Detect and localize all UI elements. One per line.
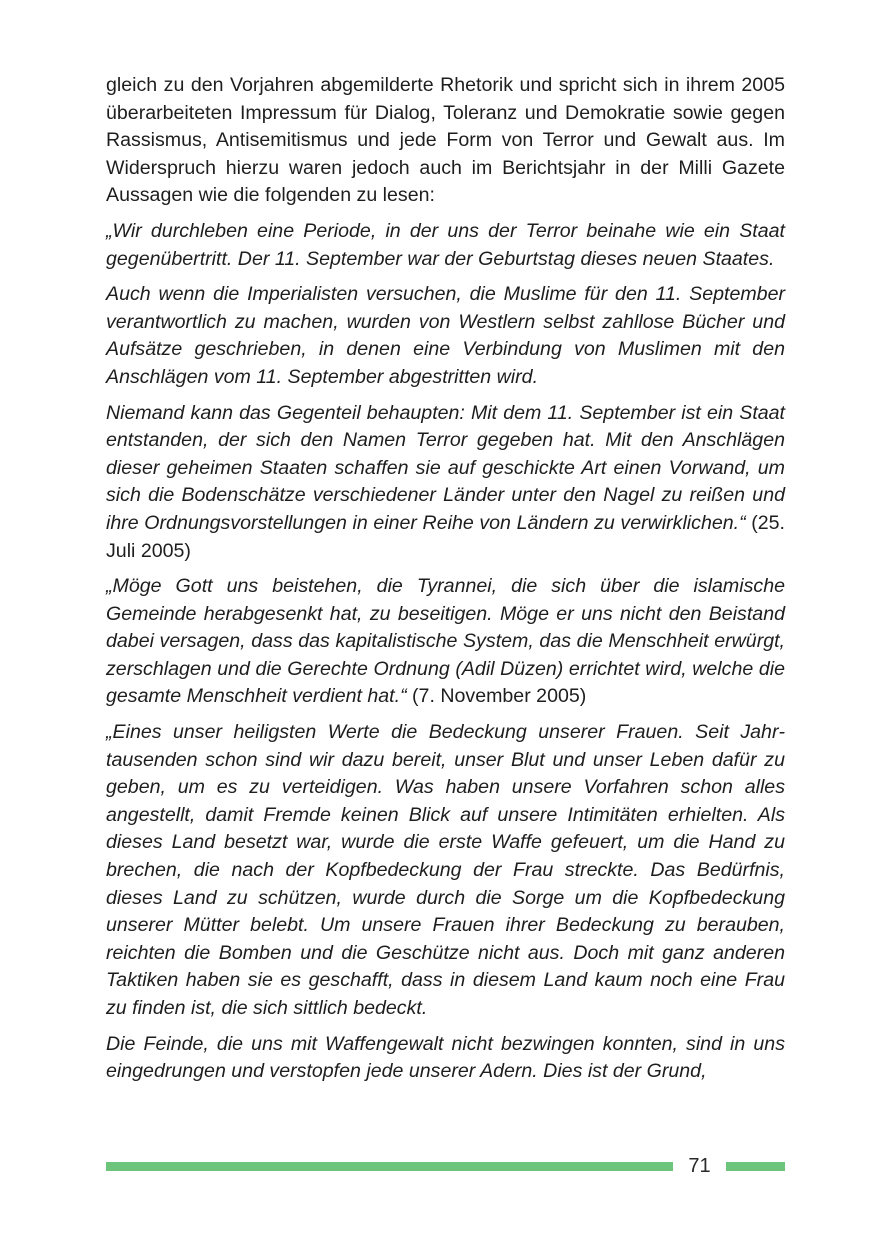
quote-date: (25. Juli 2005) (106, 511, 785, 562)
quote-paragraph: „Eines unser heiligsten Werte die Bedeckung unserer Frauen. Seit Jahrtausenden schon sind wir dazu bereit, unser Blut und unser Leben dafür zu geben, um es zu verteidigen. Was haben unsere Vorfahren schon alles angestellt, damit Fremde keinen Blick auf unsere Intimitäten erhielten. Als dieses Land besetzt war, wurde die erste Waffe gefeuert, um die Hand zu brechen, die nach der Kopfbedeckung der Frau streckte. Das Bedürfnis, dieses Land zu schützen, wurde durch die Sorge um die Kopfbedeckung unserer Mütter belebt. Um unsere Frauen ihrer Bedeckung zu berauben, reichten die Bomben und die Geschütze nicht aus. Doch mit ganz anderen Taktiken haben sie es geschafft, dass in diesem Land kaum noch eine Frau zu finden ist, die sich sittlich bedeckt. (106, 721, 785, 1019)
quote-paragraph: Auch wenn die Imperialisten versuchen, die Muslime für den 11. September verantwortlich zu machen, wurden von Westlern selbst zahllose Bücher und Aufsätze geschrieben, in denen eine Verbindung von Muslimen mit den Anschlägen vom 11. September abgestritten wird. (106, 283, 785, 388)
quote-date: (7. November 2005) (406, 685, 587, 708)
page-number: 71 (688, 1155, 711, 1177)
quote-text: Niemand kann das Gegenteil behaupten: Mit dem 11. September ist ein Staat entstanden, der sich den Namen Terror gegeben hat. Mit den Anschlägen dieser geheimen Staaten schaffen sie auf geschickte Art einen Vorwand, um sich die Bodenschätze verschiedener Länder unter den Nagel zu reißen und ihre Ordnungsvorstellungen in einer Reihe von Ländern zu verwirklichen.“ (106, 401, 785, 534)
quote-paragraph (106, 573, 785, 711)
quote-text: „Möge Gott uns beistehen, die Tyrannei, die sich über die islamische Gemeinde herabgesenkt hat, zu beseitigen. Möge er uns nicht den Beistand dabei versagen, dass das kapitalistische System, das die Menschheit erwürgt, zerschlagen und die Gerechte Ordnung (Adil Düzen) errichtet wird, welche die gesamte Menschheit verdient hat.“ (106, 575, 785, 708)
body-paragraph: gleich zu den Vorjahren abgemilderte Rhetorik und spricht sich in ihrem 2005 überarbeiteten Impressum für Dialog, Toleranz und Demokratie sowie gegen Rassismus, Antisemitismus und jede Form von Terror und Gewalt aus. Im Widerspruch hierzu waren jedoch auch im Berichtsjahr in der Milli Gazete Aussagen wie die folgenden zu lesen: (106, 74, 785, 207)
quote-paragraph: Die Feinde, die uns mit Waffengewalt nicht bezwingen konnten, sind in uns eingedrungen und verstopfen jede unserer Adern. Dies ist der Grund, (106, 1032, 785, 1083)
footer-bar-left (106, 1162, 673, 1171)
page-footer (106, 1152, 785, 1180)
quote-paragraph: „Wir durchleben eine Periode, in der uns der Terror beinahe wie ein Staat gegenübertritt. Der 11. September war der Geburtstag dieses neuen Staates. (106, 219, 785, 270)
footer-bar-right (726, 1162, 785, 1171)
page-body (106, 72, 785, 1094)
quote-paragraph (106, 400, 785, 566)
